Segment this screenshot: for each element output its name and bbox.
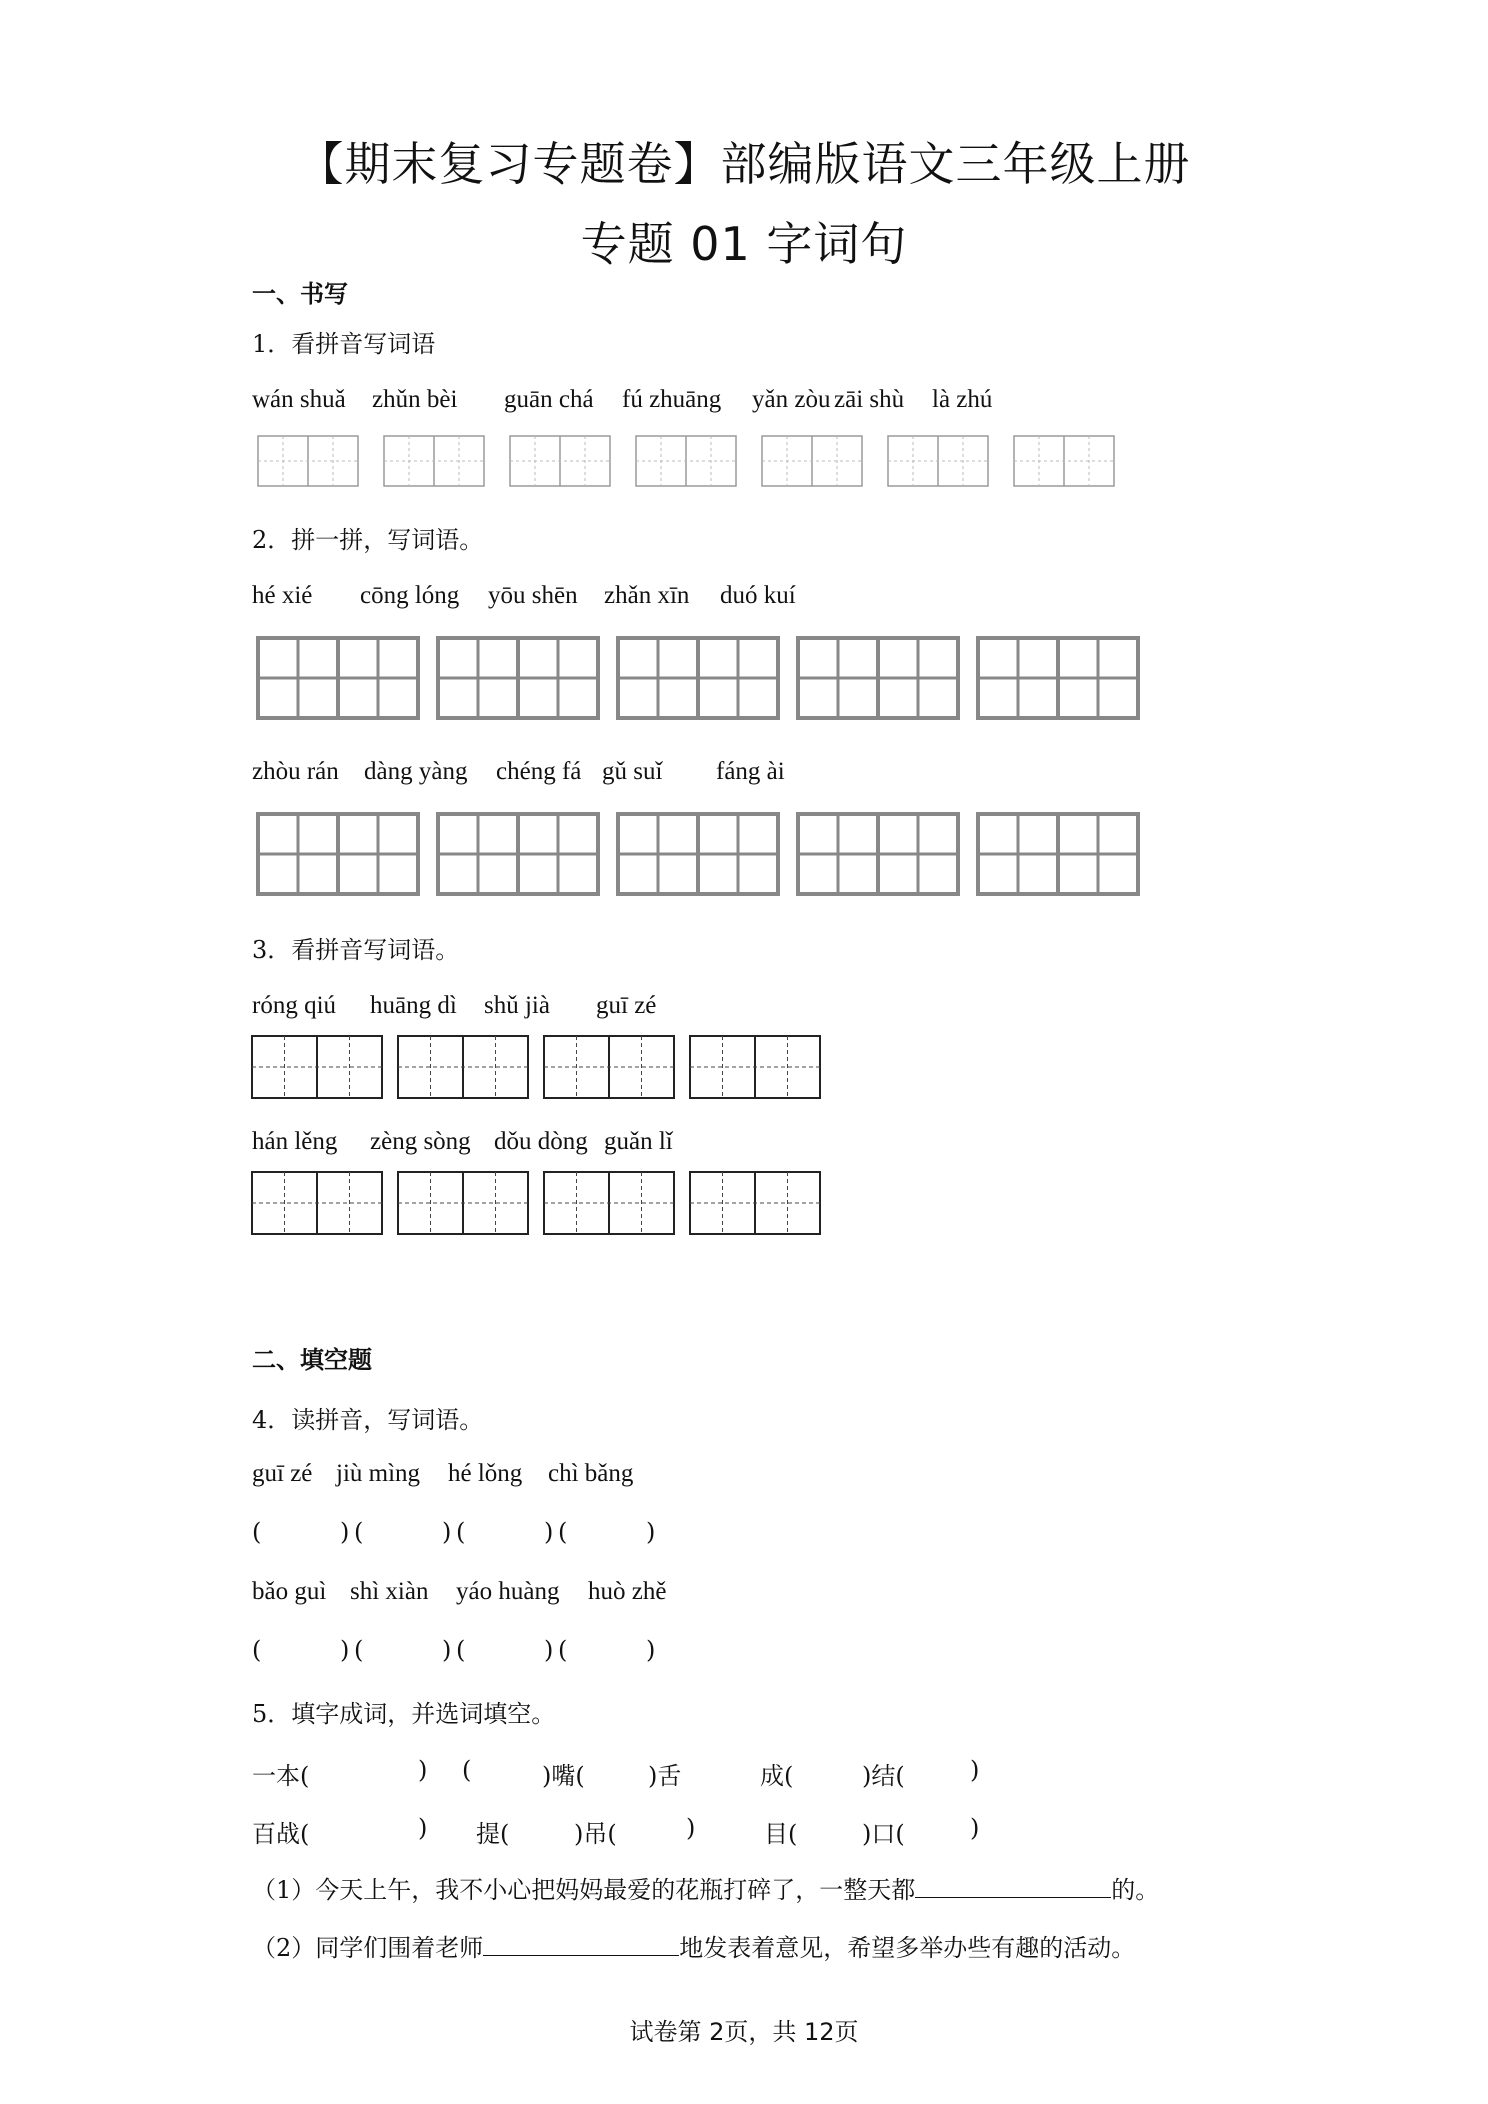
pinyin-label: dàng yàng xyxy=(364,758,468,785)
word-fragment: ) xyxy=(970,1814,980,1842)
word-fragment: 提( xyxy=(476,1820,510,1848)
paren-close: ) xyxy=(442,1636,452,1664)
paren-open: ( xyxy=(354,1636,364,1664)
paren-close: ) xyxy=(340,1636,350,1664)
word-fragment: )嘴( xyxy=(542,1762,585,1790)
pinyin-label: zèng sòng xyxy=(370,1128,471,1155)
pinyin-label: guān chá xyxy=(504,386,594,413)
writing-box-pair[interactable] xyxy=(798,638,958,718)
pinyin-label: chéng fá xyxy=(496,758,582,785)
pinyin-label: zāi shù xyxy=(834,386,905,413)
word-fragment: 目( xyxy=(764,1820,798,1848)
pinyin-label: yáo huàng xyxy=(456,1578,560,1605)
word-fragment: 百战( xyxy=(252,1820,310,1848)
page-title-line2: 专题 01 字词句 xyxy=(580,217,908,271)
sentence-text: （1）今天上午，我不小心把妈妈最爱的花瓶打碎了，一整天都 xyxy=(252,1876,916,1904)
pinyin-label: zhǎn xīn xyxy=(604,582,690,609)
pinyin-label: huāng dì xyxy=(370,992,457,1019)
pinyin-label: zhòu rán xyxy=(252,758,339,785)
question-3-prompt: 3．看拼音写词语。 xyxy=(252,936,460,964)
pinyin-label: duó kuí xyxy=(720,582,796,609)
word-fragment: )吊( xyxy=(574,1820,617,1848)
question-4-pinyin-row-1 xyxy=(252,1460,1152,1492)
sentence-text: 地发表着意见，希望多举办些有趣的活动。 xyxy=(679,1934,1136,1962)
writing-box-pair[interactable] xyxy=(544,1036,674,1098)
pinyin-label: zhǔn bèi xyxy=(372,386,458,413)
writing-box-pair[interactable] xyxy=(252,1172,382,1234)
paren-open: ( xyxy=(558,1518,568,1546)
pinyin-label: guǎn lǐ xyxy=(604,1128,673,1155)
writing-box-pair[interactable] xyxy=(258,638,418,718)
writing-box-pair[interactable] xyxy=(544,1172,674,1234)
question-2-prompt: 2．拼一拼，写词语。 xyxy=(252,526,484,554)
answer-blank[interactable] xyxy=(915,1871,1111,1898)
section-writing-heading: 一、书写 xyxy=(252,280,348,308)
pinyin-label: guī zé xyxy=(596,992,657,1019)
writing-box-pair[interactable] xyxy=(798,814,958,894)
writing-box-pair[interactable] xyxy=(398,1172,528,1234)
writing-box-pair[interactable] xyxy=(618,814,778,894)
pinyin-label: hé lǒng xyxy=(448,1460,523,1487)
pinyin-label: là zhú xyxy=(932,386,993,413)
writing-box-pair[interactable] xyxy=(762,436,862,486)
question-2-pinyin-row-2 xyxy=(252,758,1152,790)
word-fragment: ) xyxy=(418,1814,428,1842)
writing-box-pair[interactable] xyxy=(384,436,484,486)
writing-box-pair[interactable] xyxy=(438,638,598,718)
paren-close: ) xyxy=(544,1636,554,1664)
question-5-sentence-2 xyxy=(252,1928,1135,1963)
pinyin-label: cōng lóng xyxy=(360,582,460,609)
sentence-text: 的。 xyxy=(1111,1876,1160,1904)
word-fragment: ) xyxy=(970,1756,980,1784)
writing-box-pair[interactable] xyxy=(510,436,610,486)
pinyin-label: dǒu dòng xyxy=(494,1128,588,1155)
page-title-line1: 【期末复习专题卷】部编版语文三年级上册 xyxy=(297,137,1191,191)
answer-blank[interactable] xyxy=(483,1929,679,1956)
question-5-word-row-1 xyxy=(252,1756,1052,1788)
question-2-pinyin-row-1 xyxy=(252,582,1152,614)
word-fragment: ( xyxy=(462,1756,472,1784)
section-fill-blank-heading: 二、填空题 xyxy=(252,1346,372,1374)
pinyin-label: jiù mìng xyxy=(336,1460,421,1487)
pinyin-label: róng qiú xyxy=(252,992,337,1019)
word-fragment: ) xyxy=(418,1756,428,1784)
pinyin-label: chì bǎng xyxy=(548,1460,634,1487)
word-fragment: )口( xyxy=(862,1820,905,1848)
question-4-answer-row-1 xyxy=(252,1518,752,1548)
paren-open: ( xyxy=(456,1636,466,1664)
writing-box-pair[interactable] xyxy=(690,1172,820,1234)
word-fragment: )舌 xyxy=(648,1762,682,1790)
pinyin-label: yōu shēn xyxy=(488,582,578,609)
paren-close: ) xyxy=(646,1518,656,1546)
word-fragment: )结( xyxy=(862,1762,905,1790)
writing-box-pair[interactable] xyxy=(398,1036,528,1098)
pinyin-label: shǔ jià xyxy=(484,992,550,1019)
pinyin-label: wán shuǎ xyxy=(252,386,346,413)
paren-open: ( xyxy=(354,1518,364,1546)
pinyin-label: guī zé xyxy=(252,1460,313,1487)
paren-close: ) xyxy=(340,1518,350,1546)
question-1-prompt: 1．看拼音写词语 xyxy=(252,330,436,358)
writing-box-pair[interactable] xyxy=(978,638,1138,718)
writing-box-pair[interactable] xyxy=(978,814,1138,894)
writing-box-pair[interactable] xyxy=(258,814,418,894)
pinyin-label: fáng ài xyxy=(716,758,785,785)
paren-close: ) xyxy=(442,1518,452,1546)
writing-box-pair[interactable] xyxy=(258,436,358,486)
pinyin-label: fú zhuāng xyxy=(622,386,722,413)
writing-box-pair[interactable] xyxy=(1014,436,1114,486)
question-3-pinyin-row-1 xyxy=(252,992,1152,1024)
question-3-pinyin-row-2 xyxy=(252,1128,1152,1160)
pinyin-label: yǎn zòu xyxy=(752,386,831,413)
word-fragment: ) xyxy=(686,1814,696,1842)
paren-close: ) xyxy=(646,1636,656,1664)
question-5-prompt: 5．填字成词，并选词填空。 xyxy=(252,1700,556,1728)
pinyin-label: hán lěng xyxy=(252,1128,338,1155)
question-5-sentence-1 xyxy=(252,1870,1159,1905)
writing-box-pair[interactable] xyxy=(618,638,778,718)
pinyin-label: huò zhě xyxy=(588,1578,667,1605)
pinyin-label: bǎo guì xyxy=(252,1578,327,1605)
paren-open: ( xyxy=(252,1636,262,1664)
word-fragment: 成( xyxy=(760,1762,794,1790)
paren-open: ( xyxy=(456,1518,466,1546)
writing-box-pair[interactable] xyxy=(438,814,598,894)
question-4-answer-row-2 xyxy=(252,1636,752,1666)
paren-close: ) xyxy=(544,1518,554,1546)
paren-open: ( xyxy=(558,1636,568,1664)
writing-box-pair[interactable] xyxy=(636,436,736,486)
writing-box-pair[interactable] xyxy=(252,1036,382,1098)
question-5-word-row-2 xyxy=(252,1814,1052,1846)
question-4-pinyin-row-2 xyxy=(252,1578,1152,1610)
pinyin-label: hé xié xyxy=(252,582,313,609)
paren-open: ( xyxy=(252,1518,262,1546)
pinyin-label: gǔ suǐ xyxy=(602,758,663,785)
writing-box-pair[interactable] xyxy=(888,436,988,486)
writing-box-pair[interactable] xyxy=(690,1036,820,1098)
sentence-text: （2）同学们围着老师 xyxy=(252,1934,484,1962)
page-footer: 试卷第 2页，共 12页 xyxy=(629,2018,859,2046)
question-4-prompt: 4．读拼音，写词语。 xyxy=(252,1406,484,1434)
word-fragment: 一本( xyxy=(252,1762,310,1790)
pinyin-label: shì xiàn xyxy=(350,1578,429,1605)
